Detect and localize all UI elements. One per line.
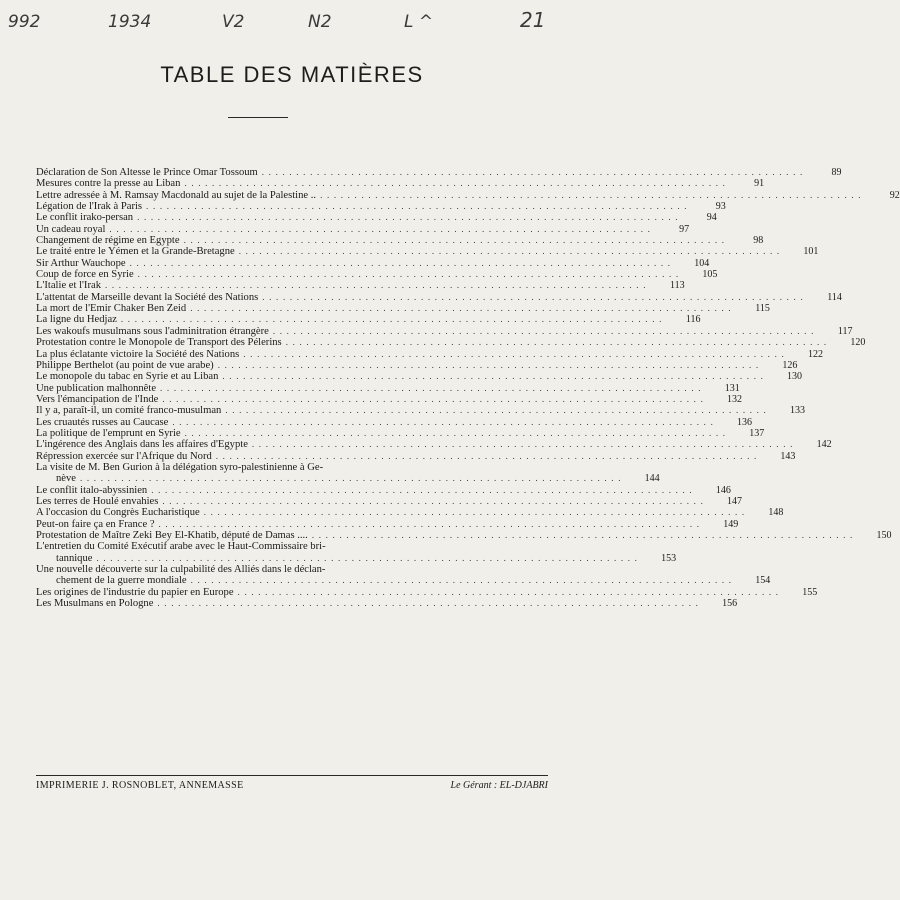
toc-line	[36, 269, 718, 281]
toc-entry-title: La ligne du Hedjaz	[36, 314, 117, 326]
toc-entry-page: 146	[715, 484, 731, 496]
handwritten-note-5: L ^	[404, 12, 434, 32]
toc-entry-page: 144	[644, 473, 660, 485]
toc-line	[36, 564, 540, 575]
toc-entry-title: L'entretien du Comité Exécutif arabe avec le Haut-Commissaire bri-	[36, 541, 326, 553]
toc-entry-title: Les terres de Houlé envahies	[36, 495, 159, 507]
toc-entry-title: Changement de régime en Egypte	[36, 235, 180, 247]
toc-line	[36, 393, 743, 405]
toc-entry	[36, 598, 738, 610]
toc-entry-page: 130	[787, 371, 803, 383]
leader-dots: . . . . . . . . . . . . . . . . . . . . . . . . . . . . . . . . . . . . . . . . . . . . . . . . . . . . . . . . . . . . . . . . . . . . . . . . . . . . . . .	[222, 371, 765, 382]
toc-entry-title: L'ingérence des Anglais dans les affaires d'Egypte	[36, 439, 248, 451]
toc-line	[36, 586, 818, 598]
toc-line	[36, 405, 805, 417]
toc-line	[36, 416, 753, 428]
toc-entry-title: Il y a, paraît-il, un comité franco-musulman	[36, 405, 222, 417]
toc-entry	[36, 359, 798, 371]
toc-line	[36, 439, 832, 451]
toc-entry-page: 143	[780, 450, 796, 462]
toc-entry	[36, 382, 740, 394]
toc-entry	[36, 337, 866, 349]
leader-dots: . . . . . . . . . . . . . . . . . . . . . . . . . . . . . . . . . . . . . . . . . . . . . . . . . . . . . . . . . . . . . . . . . . . . . . . . . . . . . . .	[137, 269, 680, 280]
toc-entry	[36, 461, 660, 485]
toc-line	[36, 314, 701, 326]
title-divider	[228, 117, 288, 118]
toc-entry-title: La politique de l'emprunt en Syrie	[36, 427, 181, 439]
handwritten-notes	[0, 8, 584, 38]
toc-entry	[36, 189, 900, 201]
toc-entry	[36, 235, 764, 247]
toc-entry	[36, 257, 710, 269]
toc-line	[36, 189, 900, 201]
toc-entry-page: 122	[807, 348, 823, 360]
toc-entry-page: 114	[827, 291, 842, 303]
toc-line	[36, 495, 743, 507]
toc-line	[36, 427, 765, 439]
leader-dots: . . . . . . . . . . . . . . . . . . . . . . . . . . . . . . . . . . . . . . . . . . . . . . . . . . . . . . . . . . . . . . . . . . . . . . . . . . . . . . .	[311, 530, 854, 540]
toc-entry	[36, 541, 677, 564]
toc-entry	[36, 348, 823, 360]
toc-entry-page: 126	[782, 359, 798, 371]
toc-entry-page: 98	[753, 235, 764, 247]
leader-dots: . . . . . . . . . . . . . . . . . . . . . . . . . . . . . . . . . . . . . . . . . . . . . . . . . . . . . . . . . . . . . . . . . . . . . . . . . . . . . . .	[80, 473, 622, 484]
leader-dots: . . . . . . . . . . . . . . . . . . . . . . . . . . . . . . . . . . . . . . . . . . . . . . . . . . . . . . . . . . . . . . . . . . . . . . . . . . . . . . .	[146, 201, 688, 212]
toc-line	[36, 348, 823, 360]
toc-entry-title: Répression exercée sur l'Afrique du Nord	[36, 450, 212, 462]
toc-entry-title: Peut-on faire ça en France ?	[36, 518, 155, 530]
toc-entry-title: Les wakoufs musulmans sous l'adminitration étrangère	[36, 325, 269, 337]
leader-dots: . . . . . . . . . . . . . . . . . . . . . . . . . . . . . . . . . . . . . . . . . . . . . . . . . . . . . . . . . . . . . . . . . . . . . . . . . . . . . . .	[320, 189, 862, 200]
toc-entry	[36, 450, 796, 462]
toc-entry	[36, 507, 784, 519]
toc-entry-title-continued: tannique	[56, 552, 93, 564]
toc-entry-title: La mort de l'Emir Chaker Ben Zeid	[36, 303, 187, 315]
leader-dots: . . . . . . . . . . . . . . . . . . . . . . . . . . . . . . . . . . . . . . . . . . . . . . . . . . . . . . . . . . . . . . . . . . . . . . . . . . . . . . .	[238, 246, 781, 257]
toc-entry	[36, 178, 765, 190]
toc-entry	[36, 518, 739, 530]
toc-line	[36, 450, 796, 462]
toc-entry	[36, 427, 765, 439]
leader-dots: . . . . . . . . . . . . . . . . . . . . . . . . . . . . . . . . . . . . . . . . . . . . . . . . . . . . . . . . . . . . . . . . . . . . . . . . . . . . . . .	[151, 484, 693, 495]
toc-entry	[36, 280, 685, 292]
toc-entry-page: 113	[670, 280, 685, 292]
leader-dots: . . . . . . . . . . . . . . . . . . . . . . . . . . . . . . . . . . . . . . . . . . . . . . . . . . . . . . . . . . . . . . . . . . . . . . . . . . . . . . .	[158, 518, 701, 529]
page-title: TABLE DES MATIÈRES	[160, 62, 424, 87]
toc-entry-title: Déclaration de Son Altesse le Prince Omar Tossoum	[36, 167, 258, 178]
toc-line	[36, 473, 660, 485]
leader-dots: . . . . . . . . . . . . . . . . . . . . . . . . . . . . . . . . . . . . . . . . . . . . . . . . . . . . . . . . . . . . . . . . . . . . . . . . . . . . . . .	[225, 405, 767, 416]
toc-line	[36, 325, 853, 337]
toc-line	[36, 507, 784, 519]
leader-dots: . . . . . . . . . . . . . . . . . . . . . . . . . . . . . . . . . . . . . . . . . . . . . . . . . . . . . . . . . . . . . . . . . . . . . . . . . . . . . . .	[157, 598, 700, 609]
toc-entry-title: Le traité entre le Yémen et la Grande-Bretagne	[36, 246, 235, 258]
leader-dots: . . . . . . . . . . . . . . . . . . . . . . . . . . . . . . . . . . . . . . . . . . . . . . . . . . . . . . . . . . . . . . . . . . . . . . . . . . . . . . .	[203, 507, 746, 518]
toc-line	[36, 552, 677, 564]
leader-dots: . . . . . . . . . . . . . . . . . . . . . . . . . . . . . . . . . . . . . . . . . . . . . . . . . . . . . . . . . . . . . . . . . . . . . . . . . . . . . . .	[162, 393, 705, 404]
toc-entry-title: Protestation de Maître Zeki Bey El-Khatib, député de Damas ....	[36, 530, 308, 541]
toc-entry-page: 136	[737, 416, 753, 428]
toc-line	[36, 575, 771, 587]
leader-dots: . . . . . . . . . . . . . . . . . . . . . . . . . . . . . . . . . . . . . . . . . . . . . . . . . . . . . . . . . . . . . . . . . . . . . . . . . . . . . . .	[105, 280, 647, 291]
toc-line	[36, 303, 770, 315]
toc-entry-title: Le conflit irako-persan	[36, 212, 134, 224]
toc-line	[36, 484, 731, 496]
toc-line	[36, 291, 842, 303]
leader-dots: . . . . . . . . . . . . . . . . . . . . . . . . . . . . . . . . . . . . . . . . . . . . . . . . . . . . . . . . . . . . . . . . . . . . . . . . . . . . . . .	[96, 552, 639, 563]
toc-entry	[36, 246, 819, 258]
toc-line	[36, 280, 685, 292]
toc-entry-page: 101	[803, 246, 819, 258]
toc-entry-title: Une publication malhonnête	[36, 382, 157, 394]
toc-line	[36, 201, 726, 213]
toc-entry-page: 155	[802, 586, 818, 598]
toc-line	[36, 337, 866, 349]
leader-dots: . . . . . . . . . . . . . . . . . . . . . . . . . . . . . . . . . . . . . . . . . . . . . . . . . . . . . . . . . . . . . . . . . . . . . . . . . . . . . . .	[261, 167, 804, 177]
footer	[36, 780, 548, 796]
leader-dots: . . . . . . . . . . . . . . . . . . . . . . . . . . . . . . . . . . . . . . . . . . . . . . . . . . . . . . . . . . . . . . . . . . . . . . . . . . . . . . .	[251, 439, 794, 450]
toc-entry-title: A l'occasion du Congrès Eucharistique	[36, 507, 200, 519]
toc-entry	[36, 564, 771, 587]
toc-entry-page: 132	[727, 393, 743, 405]
toc-entry	[36, 201, 726, 213]
toc-entry-title: La visite de M. Ben Gurion à la délégation syro-palestinienne à Ge-	[36, 461, 324, 473]
toc-line	[36, 530, 892, 541]
toc-entry	[36, 303, 770, 315]
leader-dots: . . . . . . . . . . . . . . . . . . . . . . . . . . . . . . . . . . . . . . . . . . . . . . . . . . . . . . . . . . . . . . . . . . . . . . . . . . . . . . .	[129, 257, 672, 268]
toc-entry-page: 137	[749, 427, 765, 439]
toc-line	[36, 518, 739, 530]
toc-entry-page: 94	[706, 212, 717, 224]
toc-entry	[36, 371, 803, 383]
toc-entry-title: Le conflit italo-abyssinien	[36, 484, 148, 496]
leader-dots: . . . . . . . . . . . . . . . . . . . . . . . . . . . . . . . . . . . . . . . . . . . . . . . . . . . . . . . . . . . . . . . . . . . . . . . . . . . . . . .	[137, 212, 679, 223]
toc-entry-page: 115	[755, 303, 770, 315]
toc-entry-page: 93	[715, 201, 726, 213]
toc-entry	[36, 325, 853, 337]
toc-entry-page: 131	[724, 382, 740, 394]
toc-entry-title: Les Musulmans en Pologne	[36, 598, 154, 610]
toc-entry-page: 153	[661, 552, 677, 564]
toc-entry-title-continued: nève	[56, 473, 76, 485]
toc-entry-title: Philippe Berthelot (au point de vue arabe)	[36, 359, 214, 371]
toc-entry-page: 91	[754, 178, 765, 190]
leader-dots: . . . . . . . . . . . . . . . . . . . . . . . . . . . . . . . . . . . . . . . . . . . . . . . . . . . . . . . . . . . . . . . . . . . . . . . . . . . . . . .	[217, 359, 760, 370]
toc-entry-title-continued: chement de la guerre mondiale	[56, 575, 187, 587]
toc-entry-title: Les origines de l'industrie du papier en Europe	[36, 586, 234, 598]
leader-dots: . . . . . . . . . . . . . . . . . . . . . . . . . . . . . . . . . . . . . . . . . . . . . . . . . . . . . . . . . . . . . . . . . . . . . . . . . . . . . . .	[184, 178, 727, 189]
toc-entry	[36, 586, 818, 598]
toc-entry-title: Lettre adressée à M. Ramsay Macdonald au sujet de la Palestine ..	[36, 189, 317, 201]
toc-entry	[36, 416, 753, 428]
toc-entry-page: 104	[694, 257, 710, 269]
leader-dots: . . . . . . . . . . . . . . . . . . . . . . . . . . . . . . . . . . . . . . . . . . . . . . . . . . . . . . . . . . . . . . . . . . . . . . . . . . . . . . .	[237, 586, 780, 597]
toc-entry-title: Les cruautés russes au Caucase	[36, 416, 169, 428]
toc-entry	[36, 314, 701, 326]
toc-entry	[36, 223, 690, 235]
manager-signature: Le Gérant : EL-DJABRI	[450, 780, 548, 791]
handwritten-page-number: 21	[520, 8, 546, 32]
leader-dots: . . . . . . . . . . . . . . . . . . . . . . . . . . . . . . . . . . . . . . . . . . . . . . . . . . . . . . . . . . . . . . . . . . . . . . . . . . . . . . .	[190, 303, 732, 314]
toc-entry	[36, 405, 805, 417]
handwritten-note-1: 992	[8, 12, 41, 32]
toc-entry-page: 92	[889, 189, 900, 201]
toc-entry-page: 154	[755, 575, 771, 587]
leader-dots: . . . . . . . . . . . . . . . . . . . . . . . . . . . . . . . . . . . . . . . . . . . . . . . . . . . . . . . . . . . . . . . . . . . . . . . . . . . . . . .	[285, 337, 828, 348]
leader-dots: . . . . . . . . . . . . . . . . . . . . . . . . . . . . . . . . . . . . . . . . . . . . . . . . . . . . . . . . . . . . . . . . . . . . . . . . . . . . . . .	[243, 348, 785, 359]
toc-line	[36, 212, 717, 224]
toc-entry-page: 116	[685, 314, 701, 326]
toc-entry-title: Protestation contre le Monopole de Transport des Pélerins	[36, 337, 282, 349]
toc-line	[36, 223, 690, 235]
toc-line	[36, 371, 803, 383]
toc-entry	[36, 495, 743, 507]
toc-entry	[36, 212, 717, 224]
toc-entry-page: 105	[702, 269, 718, 281]
leader-dots: . . . . . . . . . . . . . . . . . . . . . . . . . . . . . . . . . . . . . . . . . . . . . . . . . . . . . . . . . . . . . . . . . . . . . . . . . . . . . . .	[262, 291, 804, 302]
toc-entry-title: Vers l'émancipation de l'Inde	[36, 393, 159, 405]
toc-entry-page: 149	[723, 518, 739, 530]
toc-line	[36, 598, 738, 610]
toc-entry-title: Mesures contre la presse au Liban	[36, 178, 181, 190]
toc-entry-page: 156	[722, 598, 738, 610]
printer-imprint: IMPRIMERIE J. ROSNOBLET, ANNEMASSE	[36, 780, 244, 791]
toc-entry-page: 147	[727, 495, 743, 507]
handwritten-note-2: 1934	[108, 12, 152, 32]
toc-line	[36, 359, 798, 371]
leader-dots: . . . . . . . . . . . . . . . . . . . . . . . . . . . . . . . . . . . . . . . . . . . . . . . . . . . . . . . . . . . . . . . . . . . . . . . . . . . . . . .	[190, 575, 733, 586]
leader-dots: . . . . . . . . . . . . . . . . . . . . . . . . . . . . . . . . . . . . . . . . . . . . . . . . . . . . . . . . . . . . . . . . . . . . . . . . . . . . . . .	[172, 416, 715, 427]
handwritten-note-4: N2	[308, 12, 332, 32]
leader-dots: . . . . . . . . . . . . . . . . . . . . . . . . . . . . . . . . . . . . . . . . . . . . . . . . . . . . . . . . . . . . . . . . . . . . . . . . . . . . . . .	[184, 427, 727, 438]
toc-entry	[36, 291, 842, 303]
toc-entry	[36, 530, 892, 541]
toc-entry-title: Le monopole du tabac en Syrie et au Liban	[36, 371, 219, 383]
toc-entry	[36, 439, 832, 451]
leader-dots: . . . . . . . . . . . . . . . . . . . . . . . . . . . . . . . . . . . . . . . . . . . . . . . . . . . . . . . . . . . . . . . . . . . . . . . . . . . . . . .	[215, 450, 758, 461]
leader-dots: . . . . . . . . . . . . . . . . . . . . . . . . . . . . . . . . . . . . . . . . . . . . . . . . . . . . . . . . . . . . . . . . . . . . . . . . . . . . . . .	[183, 235, 726, 246]
toc-entry-page: 142	[816, 439, 832, 451]
leader-dots: . . . . . . . . . . . . . . . . . . . . . . . . . . . . . . . . . . . . . . . . . . . . . . . . . . . . . . . . . . . . . . . . . . . . . . . . . . . . . . .	[109, 223, 652, 234]
toc-entry-title: L'Italie et l'Irak	[36, 280, 101, 292]
toc-line	[36, 382, 740, 394]
toc-entry-page: 117	[837, 325, 853, 337]
toc-entry-title: Un cadeau royal	[36, 223, 106, 235]
toc-entry-page: 97	[679, 223, 690, 235]
toc-entry-page: 150	[876, 530, 892, 541]
toc-line	[36, 235, 764, 247]
toc-line	[36, 246, 819, 258]
handwritten-note-3: V2	[222, 12, 245, 32]
leader-dots: . . . . . . . . . . . . . . . . . . . . . . . . . . . . . . . . . . . . . . . . . . . . . . . . . . . . . . . . . . . . . . . . . . . . . . . . . . . . . . .	[162, 495, 705, 506]
toc-entry-page: 133	[790, 405, 805, 417]
toc-line	[36, 257, 710, 269]
table-of-contents	[36, 167, 900, 610]
toc-line	[36, 462, 540, 473]
toc-entry-title: Une nouvelle découverte sur la culpabilité des Alliés dans le déclan-	[36, 564, 326, 576]
toc-entry-title: Légation de l'Irak à Paris	[36, 201, 143, 213]
toc-entry-page: 89	[831, 167, 842, 178]
toc-entry	[36, 484, 731, 496]
toc-line	[36, 167, 842, 178]
toc-entry	[36, 167, 842, 178]
toc-entry-title: Sir Arthur Wauchope	[36, 257, 126, 269]
toc-line	[36, 541, 540, 552]
leader-dots: . . . . . . . . . . . . . . . . . . . . . . . . . . . . . . . . . . . . . . . . . . . . . . . . . . . . . . . . . . . . . . . . . . . . . . . . . . . . . . .	[120, 314, 663, 325]
toc-entry-page: 148	[768, 507, 784, 519]
leader-dots: . . . . . . . . . . . . . . . . . . . . . . . . . . . . . . . . . . . . . . . . . . . . . . . . . . . . . . . . . . . . . . . . . . . . . . . . . . . . . . .	[272, 325, 815, 336]
toc-entry	[36, 393, 743, 405]
toc-entry-title: Coup de force en Syrie	[36, 269, 134, 281]
toc-entry-title: L'attentat de Marseille devant la Société des Nations	[36, 291, 259, 303]
toc-line	[36, 178, 765, 190]
toc-entry	[36, 269, 718, 281]
toc-entry-title: La plus éclatante victoire la Société des Nations	[36, 348, 240, 360]
leader-dots: . . . . . . . . . . . . . . . . . . . . . . . . . . . . . . . . . . . . . . . . . . . . . . . . . . . . . . . . . . . . . . . . . . . . . . . . . . . . . . .	[160, 382, 702, 393]
toc-entry-page: 120	[850, 337, 866, 349]
footer-divider	[36, 775, 548, 776]
